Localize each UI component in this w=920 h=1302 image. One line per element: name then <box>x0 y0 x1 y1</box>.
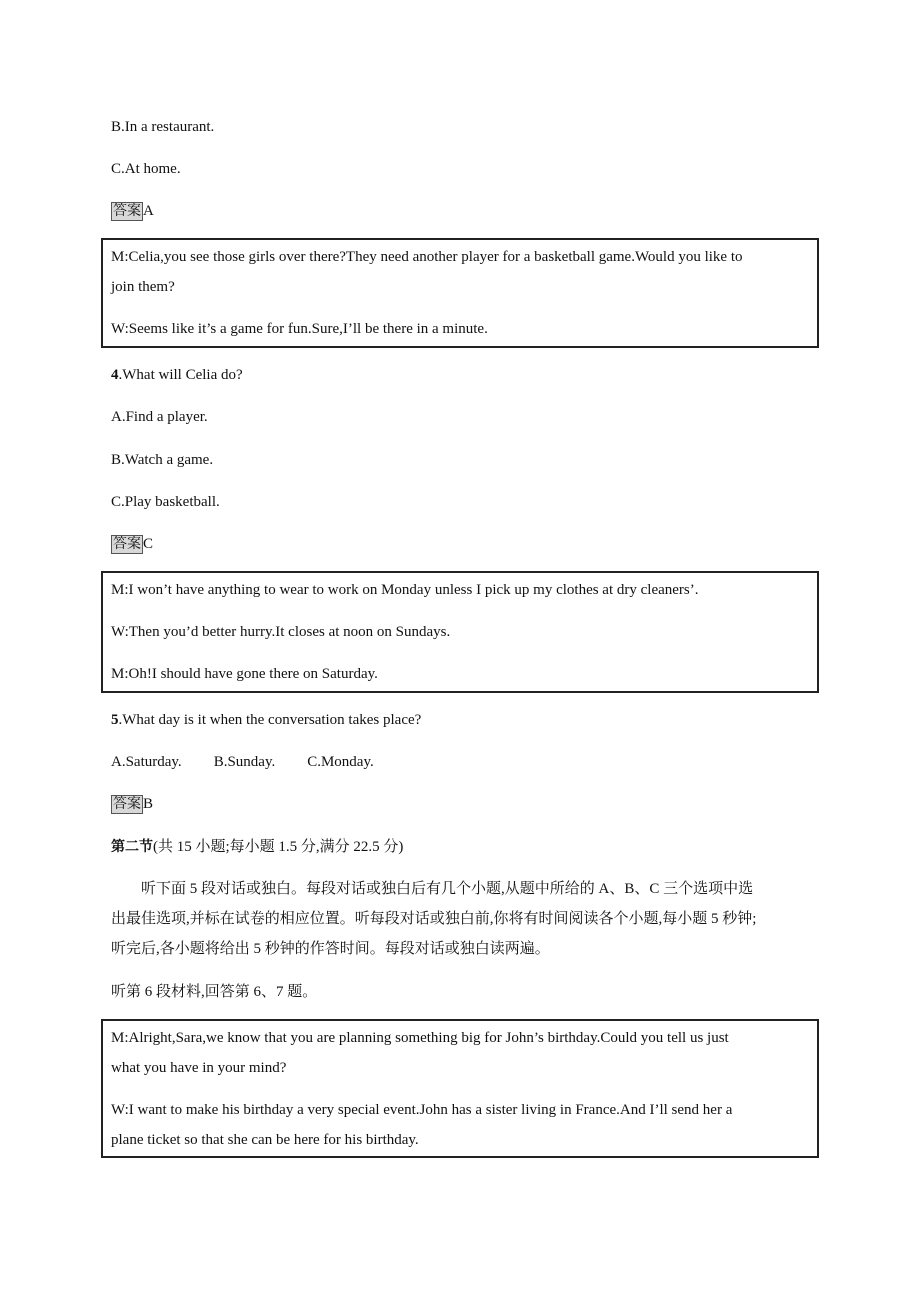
q5-option-c: C.Monday. <box>307 754 374 770</box>
transcript-line: plane ticket so that she can be here for his birthday. <box>111 1132 419 1148</box>
q4-question <box>111 365 243 385</box>
transcript-line: M:Oh!I should have gone there on Saturday. <box>111 666 378 682</box>
transcript-line: W:I want to make his birthday a very special event.John has a sister living in France.And I’ll send her a <box>111 1102 733 1118</box>
answer-value: C <box>143 536 154 552</box>
q5-answer <box>111 794 153 814</box>
answer-label: 答案 <box>113 536 141 552</box>
q3-answer <box>111 201 154 221</box>
transcript-line: W:Then you’d better hurry.It closes at noon on Sundays. <box>111 624 451 640</box>
q4-answer <box>111 534 153 554</box>
answer-value: A <box>143 203 154 219</box>
transcript-line: M:Alright,Sara,we know that you are planning something big for John’s birthday.Could you tell us just <box>111 1030 729 1046</box>
q5-question <box>111 710 421 730</box>
q5-option-b: B.Sunday. <box>213 754 276 770</box>
q5-options <box>111 752 406 772</box>
answer-value: B <box>143 796 154 812</box>
transcript-line: join them? <box>111 279 175 295</box>
q3-option-b: B.In a restaurant. <box>111 119 215 135</box>
instruction-line: 听完后,各小题将给出 5 秒钟的作答时间。每段对话或独白读两遍。 <box>111 941 550 957</box>
question-number: 5 <box>111 712 119 728</box>
instruction-line: 出最佳选项,并标在试卷的相应位置。听每段对话或独白前,你将有时间阅读各个小题,每小题 5 秒钟; <box>111 911 757 927</box>
instruction-line: 听下面 5 段对话或独白。每段对话或独白后有几个小题,从题中所给的 A、B、C 三个选项中选 <box>141 881 754 897</box>
transcript-line: M:Celia,you see those girls over there?They need another player for a basketball game.Would you like to <box>111 249 743 265</box>
transcript-line: W:Seems like it’s a game for fun.Sure,I’ll be there in a minute. <box>111 321 488 337</box>
section-detail: (共 15 小题;每小题 1.5 分,满分 22.5 分) <box>153 839 404 855</box>
transcript-line: M:I won’t have anything to wear to work on Monday unless I pick up my clothes at dry cleaners’. <box>111 582 699 598</box>
answer-label: 答案 <box>113 796 141 812</box>
q3-option-c: C.At home. <box>111 161 181 177</box>
question-number: 4 <box>111 367 119 383</box>
q4-option-a: A.Find a player. <box>111 409 208 425</box>
question-text: .What day is it when the conversation takes place? <box>118 712 422 728</box>
q4-option-b: B.Watch a game. <box>111 452 214 468</box>
section-heading <box>111 837 403 857</box>
material-note: 听第 6 段材料,回答第 6、7 题。 <box>111 984 318 1000</box>
q5-option-a: A.Saturday. <box>111 754 182 770</box>
section-title: 第二节 <box>111 839 153 855</box>
q4-option-c: C.Play basketball. <box>111 494 220 510</box>
answer-label: 答案 <box>113 203 141 219</box>
question-text: .What will Celia do? <box>118 367 243 383</box>
transcript-line: what you have in your mind? <box>111 1060 287 1076</box>
